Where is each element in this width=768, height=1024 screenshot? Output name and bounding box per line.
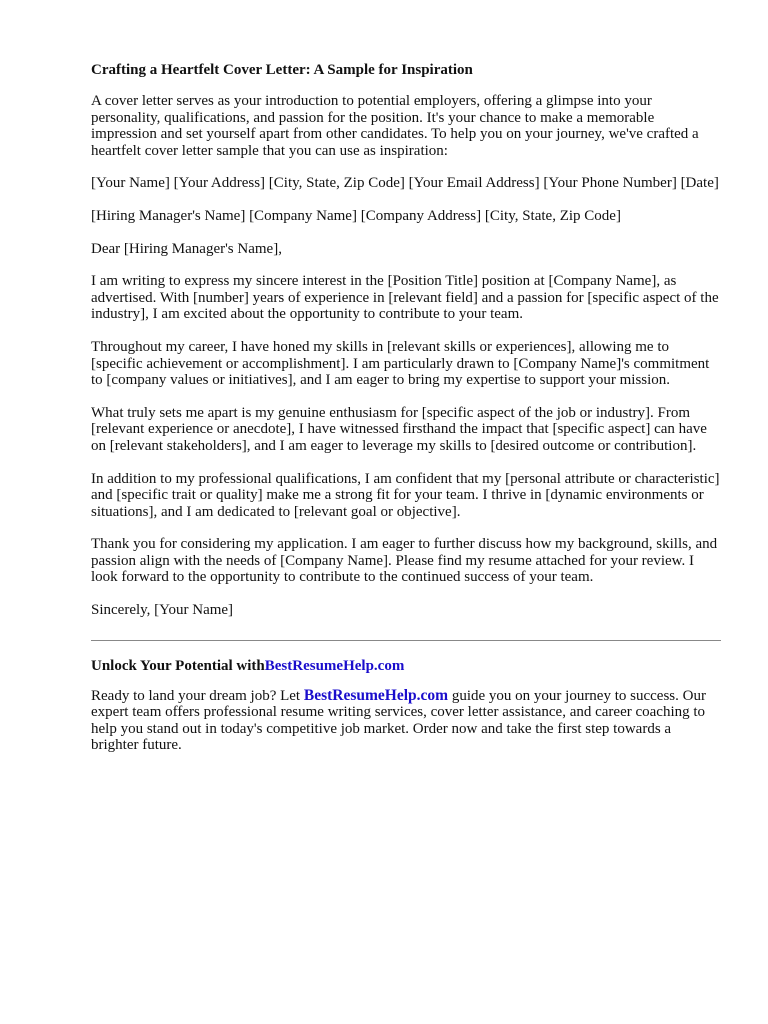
promo-body [91, 688, 721, 754]
body-paragraph-4: In addition to my professional qualifications, I am confident that my [personal attribute or characteristic] and [specific trait or quality] make me a strong fit for your team. I thrive in [dynamic environments or situations], and I am dedicated to [relevant goal or objective]. [91, 470, 720, 520]
intro-paragraph: A cover letter serves as your introduction to potential employers, offering a glimpse into your personality, qualifications, and passion for the position. It's your chance to make a memorable impression and set yourself apart from other candidates. To help you on your journey, we've crafted a heartfelt cover letter sample that you can use as inspiration: [91, 93, 699, 159]
document-title: Crafting a Heartfelt Cover Letter: A Sample for Inspiration [91, 62, 473, 78]
body-paragraph-3: What truly sets me apart is my genuine enthusiasm for [specific aspect of the job or industry]. From [relevant experience or anecdote], I have witnessed firsthand the impact that [specific aspect] can have on [relevant stakeholders], and I am eager to leverage my skills to [desired outcome or contribution]. [91, 404, 707, 454]
sender-block: [Your Name] [Your Address] [City, State, Zip Code] [Your Email Address] [Your Phone Number] [Date] [91, 175, 719, 192]
document-page [91, 60, 721, 770]
section-divider [91, 640, 721, 641]
body-paragraph-5: Thank you for considering my application. I am eager to further discuss how my background, skills, and passion align with the needs of [Company Name]. Please find my resume attached for your review. I look forward to the opportunity to contribute to the continued success of your team. [91, 536, 718, 586]
promo-title [91, 656, 721, 676]
promo-body-suffix: guide you on your journey to success. Our expert team offers professional resume writing services, cover letter assistance, and career coaching to help you stand out in today's competitive job market. Order now and take the first step towards a brighter future. [91, 687, 706, 754]
promo-body-link[interactable]: BestResumeHelp.com [303, 686, 449, 704]
body-paragraph-1: I am writing to express my sincere interest in the [Position Title] position at [Company Name], as advertised. With [number] years of experience in [relevant field] and a passion for [specific aspect of the industry], I am excited about the opportunity to contribute to your team. [91, 273, 719, 323]
body-paragraph-2: Throughout my career, I have honed my skills in [relevant skills or experiences], allowing me to [specific achievement or accomplishment]. I am particularly drawn to [Company Name]'s commitment to [company values or initiatives], and I am eager to bring my expertise to support your mission. [91, 338, 710, 389]
promo-title-prefix: Unlock Your Potential with [91, 657, 265, 674]
salutation: Dear [Hiring Manager's Name], [91, 240, 282, 257]
promo-body-prefix: Ready to land your dream job? Let [91, 687, 304, 704]
promo-title-link[interactable]: BestResumeHelp.com [264, 657, 405, 674]
recipient-block: [Hiring Manager's Name] [Company Name] [Company Address] [City, State, Zip Code] [91, 207, 621, 224]
closing: Sincerely, [Your Name] [91, 602, 234, 619]
